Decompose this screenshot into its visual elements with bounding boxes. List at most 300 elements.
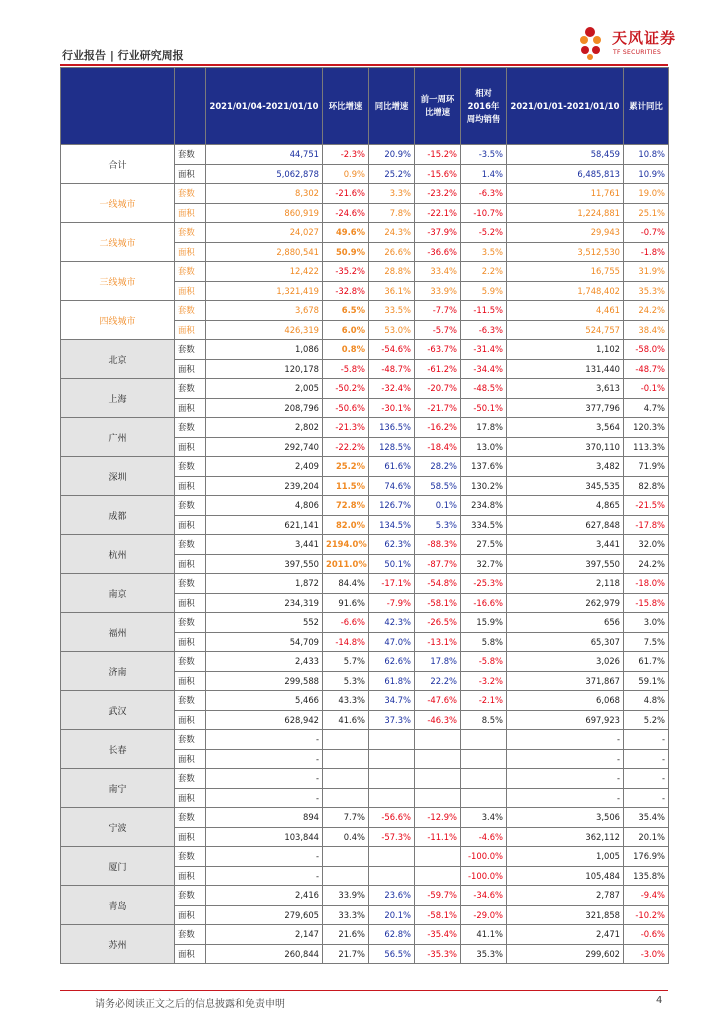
value-cell: 50.9% — [323, 242, 369, 262]
table-row — [61, 496, 669, 516]
value-cell: 621,141 — [206, 515, 323, 535]
metric-label: 面积 — [175, 398, 206, 418]
value-cell: 62.6% — [369, 652, 415, 672]
table-row — [61, 535, 669, 555]
value-cell: 23.6% — [369, 886, 415, 906]
metric-label: 面积 — [175, 788, 206, 808]
value-cell: 31.9% — [624, 262, 669, 282]
metric-label: 面积 — [175, 554, 206, 574]
value-cell: -23.2% — [415, 184, 461, 204]
value-cell: -11.5% — [461, 301, 507, 321]
value-cell: -87.7% — [415, 554, 461, 574]
value-cell: 2,005 — [206, 379, 323, 399]
value-cell: 34.7% — [369, 691, 415, 711]
value-cell: -11.1% — [415, 827, 461, 847]
value-cell: -21.5% — [624, 496, 669, 516]
value-cell: 11.5% — [323, 476, 369, 496]
region-cell: 长春 — [61, 730, 175, 769]
value-cell: -100.0% — [461, 847, 507, 867]
value-cell: -30.1% — [369, 398, 415, 418]
value-cell: 2,118 — [507, 574, 624, 594]
value-cell: 84.4% — [323, 574, 369, 594]
value-cell: -15.2% — [415, 145, 461, 165]
value-cell: -58.0% — [624, 340, 669, 360]
value-cell: 176.9% — [624, 847, 669, 867]
value-cell: 61.7% — [624, 652, 669, 672]
value-cell: 24.2% — [624, 301, 669, 321]
value-cell: - — [206, 847, 323, 867]
value-cell: - — [507, 749, 624, 769]
value-cell: 3,441 — [206, 535, 323, 555]
value-cell: -10.7% — [461, 203, 507, 223]
value-cell: 71.9% — [624, 457, 669, 477]
value-cell: 58,459 — [507, 145, 624, 165]
value-cell: -3.2% — [461, 671, 507, 691]
value-cell: 3,441 — [507, 535, 624, 555]
value-cell: -50.1% — [461, 398, 507, 418]
metric-label: 套数 — [175, 340, 206, 360]
value-cell: -5.8% — [461, 652, 507, 672]
value-cell: -63.7% — [415, 340, 461, 360]
value-cell: 130.2% — [461, 476, 507, 496]
value-cell: 134.5% — [369, 515, 415, 535]
value-cell: -21.3% — [323, 418, 369, 438]
value-cell: - — [507, 769, 624, 789]
metric-label: 套数 — [175, 769, 206, 789]
value-cell: 33.5% — [369, 301, 415, 321]
metric-label: 面积 — [175, 866, 206, 886]
table-row — [61, 262, 669, 282]
value-cell: 377,796 — [507, 398, 624, 418]
value-cell: -46.3% — [415, 710, 461, 730]
metric-label: 面积 — [175, 710, 206, 730]
value-cell: 59.1% — [624, 671, 669, 691]
value-cell: - — [624, 769, 669, 789]
table-row — [61, 457, 669, 477]
value-cell: -61.2% — [415, 359, 461, 379]
region-cell: 合计 — [61, 145, 175, 184]
metric-label: 面积 — [175, 476, 206, 496]
value-cell — [323, 769, 369, 789]
value-cell: 32.7% — [461, 554, 507, 574]
value-cell: 5.3% — [415, 515, 461, 535]
value-cell: 397,550 — [507, 554, 624, 574]
value-cell: -57.3% — [369, 827, 415, 847]
value-cell — [415, 788, 461, 808]
metric-label: 面积 — [175, 632, 206, 652]
value-cell: 552 — [206, 613, 323, 633]
value-cell — [369, 847, 415, 867]
value-cell: -48.5% — [461, 379, 507, 399]
metric-label: 套数 — [175, 457, 206, 477]
metric-label: 面积 — [175, 242, 206, 262]
value-cell: -35.4% — [415, 925, 461, 945]
value-cell: 20.1% — [624, 827, 669, 847]
value-cell: -0.1% — [624, 379, 669, 399]
value-cell: 5.9% — [461, 281, 507, 301]
value-cell: - — [206, 730, 323, 750]
value-cell: 2,471 — [507, 925, 624, 945]
metric-label: 面积 — [175, 671, 206, 691]
value-cell: 334.5% — [461, 515, 507, 535]
metric-label: 套数 — [175, 847, 206, 867]
value-cell: 2,802 — [206, 418, 323, 438]
value-cell: -3.0% — [624, 944, 669, 964]
value-cell: 19.0% — [624, 184, 669, 204]
table-header-row — [61, 68, 669, 145]
metric-label: 面积 — [175, 203, 206, 223]
column-header: 同比增速 — [369, 68, 415, 145]
value-cell: 131,440 — [507, 359, 624, 379]
value-cell: 120,178 — [206, 359, 323, 379]
metric-label: 套数 — [175, 925, 206, 945]
region-cell: 一线城市 — [61, 184, 175, 223]
value-cell: 0.9% — [323, 164, 369, 184]
value-cell — [415, 749, 461, 769]
value-cell: -21.7% — [415, 398, 461, 418]
metric-label: 面积 — [175, 749, 206, 769]
value-cell — [461, 749, 507, 769]
value-cell: -36.6% — [415, 242, 461, 262]
column-header: 2021/01/01-2021/01/10 — [507, 68, 624, 145]
value-cell: 2,433 — [206, 652, 323, 672]
value-cell — [415, 730, 461, 750]
value-cell: 299,588 — [206, 671, 323, 691]
value-cell: 279,605 — [206, 905, 323, 925]
value-cell: 3,564 — [507, 418, 624, 438]
value-cell: 260,844 — [206, 944, 323, 964]
value-cell: 33.9% — [323, 886, 369, 906]
value-cell: 3,482 — [507, 457, 624, 477]
value-cell: 25.1% — [624, 203, 669, 223]
value-cell: -1.8% — [624, 242, 669, 262]
value-cell: -7.9% — [369, 593, 415, 613]
value-cell: -3.5% — [461, 145, 507, 165]
table-row — [61, 301, 669, 321]
value-cell: 61.8% — [369, 671, 415, 691]
metric-label: 套数 — [175, 730, 206, 750]
logo-subtext: TF SECURITIES — [613, 49, 662, 56]
value-cell: 208,796 — [206, 398, 323, 418]
value-cell: 6.0% — [323, 320, 369, 340]
value-cell: 656 — [507, 613, 624, 633]
value-cell: 3.4% — [461, 808, 507, 828]
value-cell — [415, 769, 461, 789]
value-cell: 54,709 — [206, 632, 323, 652]
value-cell: 113.3% — [624, 437, 669, 457]
table-row — [61, 613, 669, 633]
value-cell: 105,484 — [507, 866, 624, 886]
table-row — [61, 223, 669, 243]
value-cell: 2011.0% — [323, 554, 369, 574]
value-cell: -31.4% — [461, 340, 507, 360]
region-cell: 福州 — [61, 613, 175, 652]
value-cell: - — [507, 788, 624, 808]
value-cell: 126.7% — [369, 496, 415, 516]
value-cell: 8,302 — [206, 184, 323, 204]
value-cell: -6.3% — [461, 184, 507, 204]
value-cell: 7.7% — [323, 808, 369, 828]
value-cell: 1,321,419 — [206, 281, 323, 301]
table-row — [61, 691, 669, 711]
metric-label: 面积 — [175, 593, 206, 613]
value-cell: 8.5% — [461, 710, 507, 730]
sales-table — [60, 67, 669, 964]
value-cell: 47.0% — [369, 632, 415, 652]
value-cell: 15.9% — [461, 613, 507, 633]
value-cell: 128.5% — [369, 437, 415, 457]
value-cell: 58.5% — [415, 476, 461, 496]
region-cell: 济南 — [61, 652, 175, 691]
value-cell: 524,757 — [507, 320, 624, 340]
value-cell: 1,872 — [206, 574, 323, 594]
value-cell: 72.8% — [323, 496, 369, 516]
metric-label: 套数 — [175, 301, 206, 321]
value-cell: 3,512,530 — [507, 242, 624, 262]
table-row — [61, 418, 669, 438]
value-cell: 860,919 — [206, 203, 323, 223]
value-cell: -25.3% — [461, 574, 507, 594]
value-cell: -16.2% — [415, 418, 461, 438]
metric-label: 面积 — [175, 164, 206, 184]
value-cell: - — [507, 730, 624, 750]
value-cell: -29.0% — [461, 905, 507, 925]
value-cell — [461, 730, 507, 750]
value-cell: 26.6% — [369, 242, 415, 262]
value-cell: -6.3% — [461, 320, 507, 340]
value-cell: 44,751 — [206, 145, 323, 165]
metric-label: 套数 — [175, 574, 206, 594]
metric-label: 套数 — [175, 184, 206, 204]
value-cell: 239,204 — [206, 476, 323, 496]
table-row — [61, 652, 669, 672]
value-cell: -21.6% — [323, 184, 369, 204]
region-cell: 武汉 — [61, 691, 175, 730]
header-divider — [60, 64, 668, 66]
value-cell: 32.0% — [624, 535, 669, 555]
region-cell: 北京 — [61, 340, 175, 379]
region-cell: 杭州 — [61, 535, 175, 574]
value-cell: 62.8% — [369, 925, 415, 945]
value-cell: 3.0% — [624, 613, 669, 633]
value-cell: -0.6% — [624, 925, 669, 945]
value-cell: 28.8% — [369, 262, 415, 282]
value-cell: 234,319 — [206, 593, 323, 613]
value-cell: -17.1% — [369, 574, 415, 594]
value-cell: 136.5% — [369, 418, 415, 438]
value-cell — [369, 769, 415, 789]
value-cell: -15.6% — [415, 164, 461, 184]
metric-label: 套数 — [175, 223, 206, 243]
value-cell: 20.9% — [369, 145, 415, 165]
footer-disclaimer: 请务必阅读正文之后的信息披露和免责申明 — [95, 999, 285, 1010]
value-cell — [461, 769, 507, 789]
column-header — [61, 68, 175, 145]
value-cell: 21.7% — [323, 944, 369, 964]
value-cell: 894 — [206, 808, 323, 828]
value-cell: 135.8% — [624, 866, 669, 886]
value-cell: 0.1% — [415, 496, 461, 516]
metric-label: 套数 — [175, 613, 206, 633]
value-cell: 13.0% — [461, 437, 507, 457]
value-cell: 33.9% — [415, 281, 461, 301]
value-cell: -22.2% — [323, 437, 369, 457]
table-row — [61, 184, 669, 204]
value-cell — [369, 866, 415, 886]
table-row — [61, 847, 669, 867]
value-cell: 82.8% — [624, 476, 669, 496]
value-cell: - — [206, 749, 323, 769]
value-cell: 5.2% — [624, 710, 669, 730]
value-cell: 103,844 — [206, 827, 323, 847]
value-cell: 35.3% — [624, 281, 669, 301]
metric-label: 面积 — [175, 944, 206, 964]
value-cell — [323, 730, 369, 750]
value-cell: 5.7% — [323, 652, 369, 672]
value-cell: 6,485,813 — [507, 164, 624, 184]
value-cell: 25.2% — [323, 457, 369, 477]
value-cell — [461, 788, 507, 808]
value-cell: - — [624, 788, 669, 808]
value-cell: 56.5% — [369, 944, 415, 964]
value-cell: 1,224,881 — [507, 203, 624, 223]
region-cell: 青岛 — [61, 886, 175, 925]
metric-label: 面积 — [175, 905, 206, 925]
value-cell: 0.4% — [323, 827, 369, 847]
value-cell: 0.8% — [323, 340, 369, 360]
value-cell: 1.4% — [461, 164, 507, 184]
region-cell: 苏州 — [61, 925, 175, 964]
region-cell: 广州 — [61, 418, 175, 457]
value-cell: 4.8% — [624, 691, 669, 711]
value-cell: -100.0% — [461, 866, 507, 886]
table-row — [61, 808, 669, 828]
value-cell: -34.6% — [461, 886, 507, 906]
value-cell: 42.3% — [369, 613, 415, 633]
value-cell — [323, 749, 369, 769]
value-cell: -26.5% — [415, 613, 461, 633]
logo-text: 天风证券 — [612, 29, 677, 47]
value-cell: -6.6% — [323, 613, 369, 633]
value-cell: -48.7% — [369, 359, 415, 379]
value-cell — [369, 749, 415, 769]
value-cell: 7.5% — [624, 632, 669, 652]
value-cell: 22.2% — [415, 671, 461, 691]
value-cell: - — [624, 730, 669, 750]
metric-label: 套数 — [175, 886, 206, 906]
value-cell: 137.6% — [461, 457, 507, 477]
value-cell: 2,416 — [206, 886, 323, 906]
value-cell: 20.1% — [369, 905, 415, 925]
value-cell: 74.6% — [369, 476, 415, 496]
value-cell — [369, 730, 415, 750]
value-cell: -22.1% — [415, 203, 461, 223]
metric-label: 面积 — [175, 359, 206, 379]
value-cell: 10.8% — [624, 145, 669, 165]
value-cell: 370,110 — [507, 437, 624, 457]
footer-divider — [60, 990, 668, 991]
value-cell: -5.7% — [415, 320, 461, 340]
value-cell: -24.6% — [323, 203, 369, 223]
value-cell: 33.3% — [323, 905, 369, 925]
value-cell: -16.6% — [461, 593, 507, 613]
value-cell: 5,466 — [206, 691, 323, 711]
value-cell: 1,748,402 — [507, 281, 624, 301]
value-cell: -2.3% — [323, 145, 369, 165]
value-cell: 371,867 — [507, 671, 624, 691]
value-cell: 29,943 — [507, 223, 624, 243]
value-cell: -58.1% — [415, 905, 461, 925]
table-row — [61, 730, 669, 750]
value-cell: -18.4% — [415, 437, 461, 457]
value-cell: 16,755 — [507, 262, 624, 282]
value-cell: 262,979 — [507, 593, 624, 613]
value-cell: 7.8% — [369, 203, 415, 223]
value-cell: -9.4% — [624, 886, 669, 906]
value-cell: 41.6% — [323, 710, 369, 730]
value-cell: 2,147 — [206, 925, 323, 945]
value-cell: 24.2% — [624, 554, 669, 574]
value-cell: 3.3% — [369, 184, 415, 204]
value-cell: 82.0% — [323, 515, 369, 535]
value-cell: -14.8% — [323, 632, 369, 652]
metric-label: 面积 — [175, 437, 206, 457]
value-cell — [369, 788, 415, 808]
region-cell: 四线城市 — [61, 301, 175, 340]
value-cell: 24,027 — [206, 223, 323, 243]
metric-label: 面积 — [175, 320, 206, 340]
metric-label: 套数 — [175, 496, 206, 516]
value-cell: 3,613 — [507, 379, 624, 399]
column-header: 环比增速 — [323, 68, 369, 145]
metric-label: 套数 — [175, 535, 206, 555]
value-cell: 397,550 — [206, 554, 323, 574]
value-cell: -56.6% — [369, 808, 415, 828]
value-cell: 24.3% — [369, 223, 415, 243]
metric-label: 套数 — [175, 652, 206, 672]
region-cell: 二线城市 — [61, 223, 175, 262]
value-cell: -0.7% — [624, 223, 669, 243]
value-cell: 49.6% — [323, 223, 369, 243]
value-cell: 120.3% — [624, 418, 669, 438]
value-cell: 627,848 — [507, 515, 624, 535]
column-header — [175, 68, 206, 145]
value-cell: 36.1% — [369, 281, 415, 301]
value-cell: 3,678 — [206, 301, 323, 321]
value-cell: 2,787 — [507, 886, 624, 906]
value-cell: -13.1% — [415, 632, 461, 652]
value-cell: 3,506 — [507, 808, 624, 828]
value-cell — [323, 847, 369, 867]
region-cell: 成都 — [61, 496, 175, 535]
value-cell: -47.6% — [415, 691, 461, 711]
value-cell: 17.8% — [415, 652, 461, 672]
value-cell: -18.0% — [624, 574, 669, 594]
value-cell: 17.8% — [461, 418, 507, 438]
value-cell: -54.6% — [369, 340, 415, 360]
value-cell: 2.2% — [461, 262, 507, 282]
value-cell: -7.7% — [415, 301, 461, 321]
value-cell: -58.1% — [415, 593, 461, 613]
value-cell: 35.3% — [461, 944, 507, 964]
value-cell — [323, 866, 369, 886]
value-cell: 426,319 — [206, 320, 323, 340]
value-cell: -5.8% — [323, 359, 369, 379]
value-cell: 5.8% — [461, 632, 507, 652]
value-cell: 5,062,878 — [206, 164, 323, 184]
metric-label: 套数 — [175, 691, 206, 711]
value-cell: 61.6% — [369, 457, 415, 477]
